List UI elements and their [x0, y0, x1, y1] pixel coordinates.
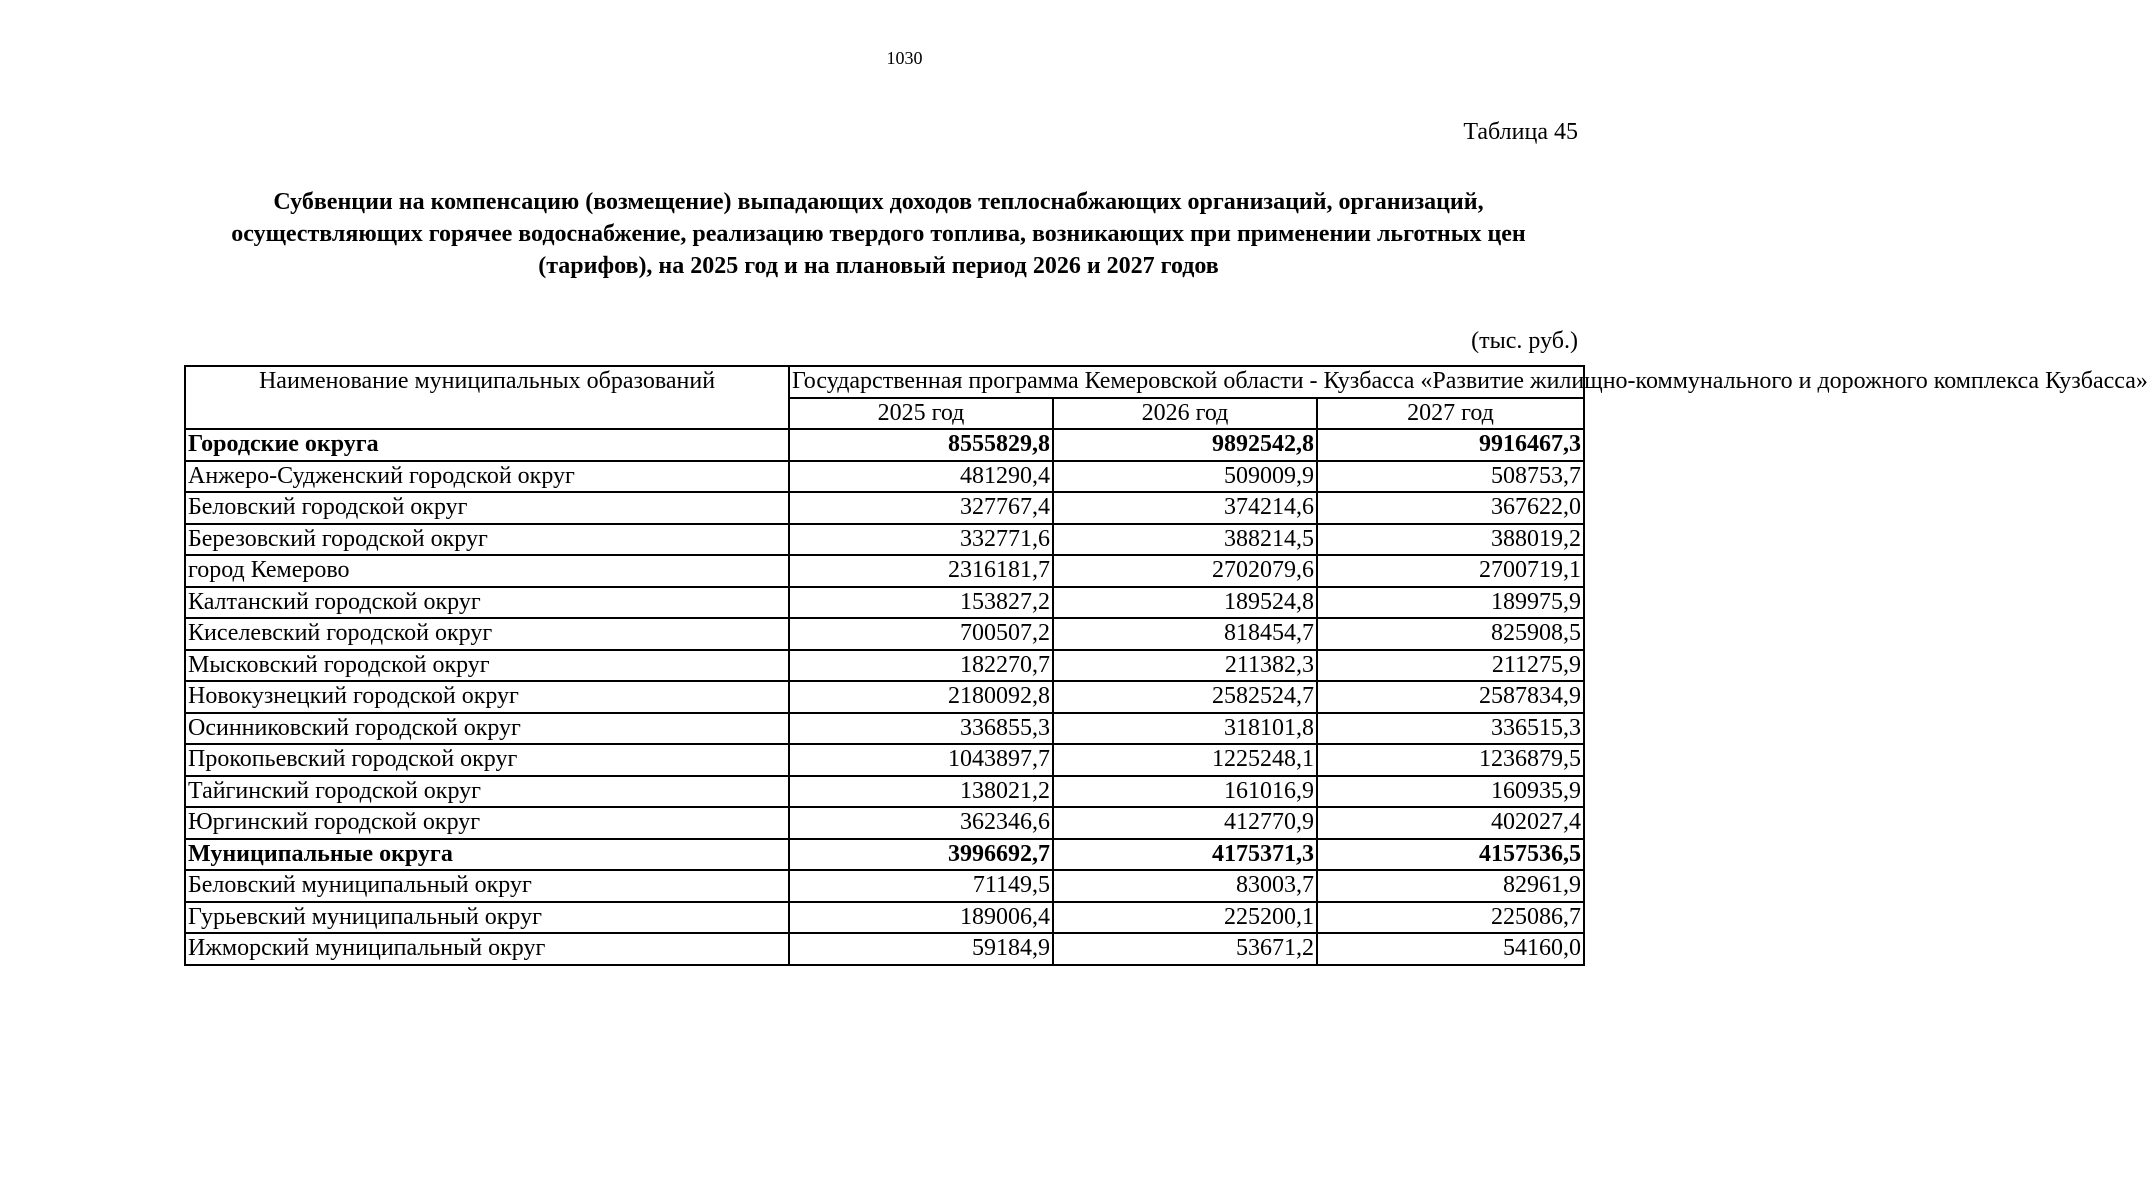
municipality-name-cell: Березовский городской округ	[185, 524, 789, 556]
municipality-name-cell: Прокопьевский городской округ	[185, 744, 789, 776]
value-2026-cell: 225200,1	[1053, 902, 1317, 934]
value-2026-cell: 1225248,1	[1053, 744, 1317, 776]
municipality-name-cell: Новокузнецкий городской округ	[185, 681, 789, 713]
value-2026-cell: 412770,9	[1053, 807, 1317, 839]
value-2027-cell: 9916467,3	[1317, 429, 1584, 461]
table-row	[185, 587, 1584, 619]
municipality-name-cell: Гурьевский муниципальный округ	[185, 902, 789, 934]
value-2026-cell: 318101,8	[1053, 713, 1317, 745]
value-2026-cell: 2582524,7	[1053, 681, 1317, 713]
value-2025-cell: 8555829,8	[789, 429, 1053, 461]
value-2025-cell: 189006,4	[789, 902, 1053, 934]
municipality-name-cell: Киселевский городской округ	[185, 618, 789, 650]
value-2026-cell: 83003,7	[1053, 870, 1317, 902]
value-2025-cell: 481290,4	[789, 461, 1053, 493]
value-2025-cell: 59184,9	[789, 933, 1053, 965]
municipality-name-cell: город Кемерово	[185, 555, 789, 587]
value-2026-cell: 161016,9	[1053, 776, 1317, 808]
municipality-name-cell: Юргинский городской округ	[185, 807, 789, 839]
year-header-2026: 2026 год	[1053, 398, 1317, 430]
table-group-row	[185, 429, 1584, 461]
table-body	[185, 429, 1584, 965]
value-2027-cell: 388019,2	[1317, 524, 1584, 556]
value-2025-cell: 153827,2	[789, 587, 1053, 619]
value-2026-cell: 388214,5	[1053, 524, 1317, 556]
table-group-row	[185, 839, 1584, 871]
table-row	[185, 744, 1584, 776]
value-2025-cell: 327767,4	[789, 492, 1053, 524]
table-row	[185, 492, 1584, 524]
value-2027-cell: 825908,5	[1317, 618, 1584, 650]
table-row	[185, 713, 1584, 745]
municipality-name-cell: Беловский городской округ	[185, 492, 789, 524]
value-2026-cell: 374214,6	[1053, 492, 1317, 524]
value-2027-cell: 4157536,5	[1317, 839, 1584, 871]
year-header-2025: 2025 год	[789, 398, 1053, 430]
municipality-name-cell: Анжеро-Судженский городской округ	[185, 461, 789, 493]
document-title: Субвенции на компенсацию (возмещение) выпадающих доходов теплоснабжающих организаций, организаций, осуществляющих горячее водоснабжение, реализацию твердого топлива, возникающих при применении льготных цен (тарифов), на 2025 год и на плановый период 2026 и 2027 годов	[231, 189, 1526, 279]
value-2026-cell: 53671,2	[1053, 933, 1317, 965]
value-2026-cell: 818454,7	[1053, 618, 1317, 650]
value-2026-cell: 211382,3	[1053, 650, 1317, 682]
value-2026-cell: 9892542,8	[1053, 429, 1317, 461]
value-2027-cell: 508753,7	[1317, 461, 1584, 493]
value-2026-cell: 189524,8	[1053, 587, 1317, 619]
value-2025-cell: 3996692,7	[789, 839, 1053, 871]
value-2027-cell: 1236879,5	[1317, 744, 1584, 776]
municipality-name-cell: Муниципальные округа	[185, 839, 789, 871]
municipality-name-cell: Тайгинский городской округ	[185, 776, 789, 808]
value-2025-cell: 2316181,7	[789, 555, 1053, 587]
value-2027-cell: 225086,7	[1317, 902, 1584, 934]
page-number: 1030	[886, 48, 923, 68]
subsidies-table	[184, 365, 2148, 966]
table-row	[185, 555, 1584, 587]
value-2027-cell: 402027,4	[1317, 807, 1584, 839]
value-2025-cell: 138021,2	[789, 776, 1053, 808]
municipality-name-header: Наименование муниципальных образований	[185, 366, 789, 429]
municipality-name-cell: Городские округа	[185, 429, 789, 461]
value-2027-cell: 367622,0	[1317, 492, 1584, 524]
value-2027-cell: 189975,9	[1317, 587, 1584, 619]
table-label: Таблица 45	[1463, 119, 1578, 145]
table-row	[185, 776, 1584, 808]
value-2027-cell: 82961,9	[1317, 870, 1584, 902]
value-2025-cell: 336855,3	[789, 713, 1053, 745]
table-row	[185, 681, 1584, 713]
value-2026-cell: 4175371,3	[1053, 839, 1317, 871]
table-row	[185, 461, 1584, 493]
table-row	[185, 933, 1584, 965]
program-header: Государственная программа Кемеровской области - Кузбасса «Развитие жилищно-коммунального и дорожного комплекса Кузбасса»	[789, 366, 1584, 398]
value-2027-cell: 160935,9	[1317, 776, 1584, 808]
value-2027-cell: 2700719,1	[1317, 555, 1584, 587]
table-row	[185, 807, 1584, 839]
municipality-name-cell: Калтанский городской округ	[185, 587, 789, 619]
year-header-2027: 2027 год	[1317, 398, 1584, 430]
value-2026-cell: 2702079,6	[1053, 555, 1317, 587]
table-row	[185, 870, 1584, 902]
value-2025-cell: 1043897,7	[789, 744, 1053, 776]
units-note: (тыс. руб.)	[1471, 328, 1578, 354]
value-2025-cell: 71149,5	[789, 870, 1053, 902]
value-2025-cell: 2180092,8	[789, 681, 1053, 713]
value-2026-cell: 509009,9	[1053, 461, 1317, 493]
value-2027-cell: 211275,9	[1317, 650, 1584, 682]
table-row	[185, 650, 1584, 682]
municipality-name-cell: Осинниковский городской округ	[185, 713, 789, 745]
value-2025-cell: 362346,6	[789, 807, 1053, 839]
municipality-name-cell: Беловский муниципальный округ	[185, 870, 789, 902]
table-row	[185, 902, 1584, 934]
value-2027-cell: 2587834,9	[1317, 681, 1584, 713]
table-row	[185, 618, 1584, 650]
value-2025-cell: 700507,2	[789, 618, 1053, 650]
value-2025-cell: 182270,7	[789, 650, 1053, 682]
value-2027-cell: 336515,3	[1317, 713, 1584, 745]
table-row	[185, 524, 1584, 556]
municipality-name-cell: Ижморский муниципальный округ	[185, 933, 789, 965]
value-2027-cell: 54160,0	[1317, 933, 1584, 965]
value-2025-cell: 332771,6	[789, 524, 1053, 556]
municipality-name-cell: Мысковский городской округ	[185, 650, 789, 682]
